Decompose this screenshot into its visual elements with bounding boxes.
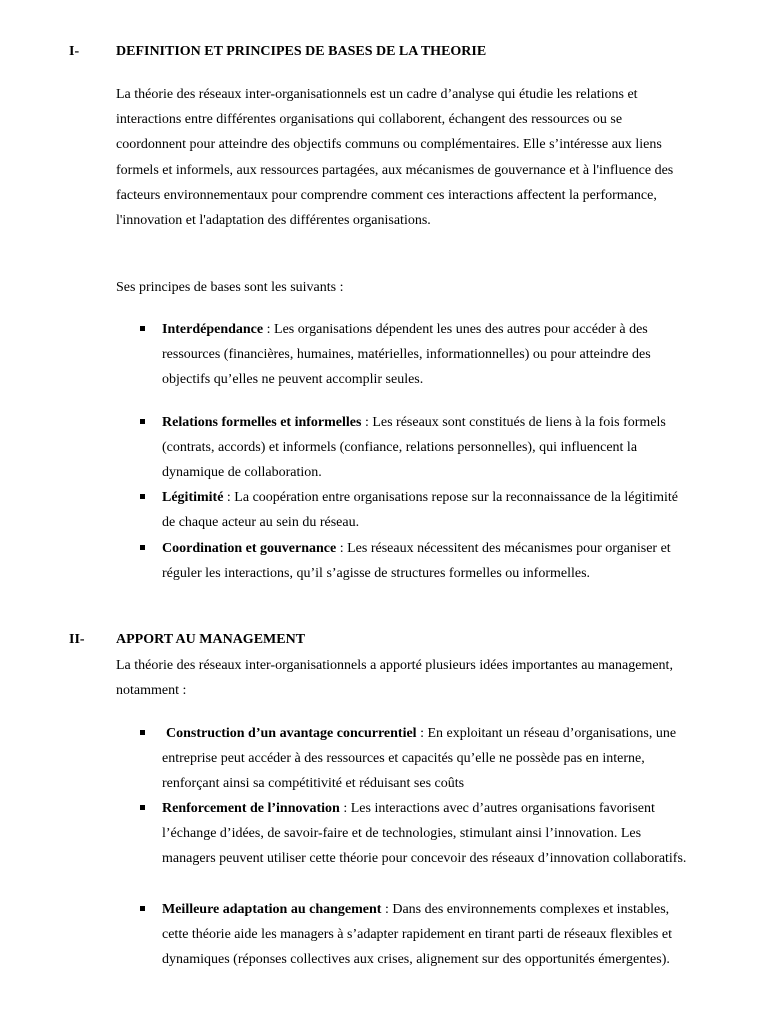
principle-text: : Les réseaux sont constitués de liens à la fois formels (contrats, accords) et informels (confiance, relations personnelles), qui influencent la dynamique de collaboration. [162, 415, 666, 481]
contribution-text: : Dans des environnements complexes et instables, cette théorie aide les managers à s’adapter rapidement en tirant parti de réseaux flexibles et dynamiques (réponses collectives aux crises, alignement sur des opportunités émergentes). [162, 902, 672, 968]
principle-text: : Les réseaux nécessitent des mécanismes pour organiser et réguler les interactions, qu’il s’agisse de structures formelles ou informelles. [162, 541, 671, 582]
section-1-title: DEFINITION ET PRINCIPES DE BASES DE LA THEORIE [116, 44, 487, 59]
bullet-square-icon [140, 906, 145, 911]
principle-text: : La coopération entre organisations repose sur la reconnaissance de la légitimité de chaque acteur au sein du réseau. [162, 490, 678, 531]
section-2-title: APPORT AU MANAGEMENT [116, 632, 306, 647]
bullet-square-icon [140, 326, 145, 331]
bullet-square-icon [140, 494, 145, 499]
section-1-intro: La théorie des réseaux inter-organisationnels est un cadre d’analyse qui étudie les relations et interactions entre différentes organisations qui collaborent, échangent des ressources ou se coordonnent pour atteindre des objectifs communs ou complémentaires. Elle s’intéresse aux liens formels et informels, aux ressources partagées, aux mécanismes de gouvernance et à l'influence des facteurs environnementaux pour comprendre comment ces interactions affectent la performance, l'innovation et l'adaptation des différentes organisations. [116, 87, 674, 229]
contribution-avantage [162, 721, 687, 797]
principle-legitimite [162, 485, 687, 535]
principle-interdependance [162, 317, 687, 393]
bullet-square-icon [140, 419, 145, 424]
contribution-text: : En exploitant un réseau d’organisations, une entreprise peut accéder à des ressources et capacités qu’elle ne possède pas en interne, renforçant ainsi sa compétitivité et réduisant ses coûts [162, 726, 677, 792]
contribution-text: : Les interactions avec d’autres organisations favorisent l’échange d’idées, de savoir-faire et de technologies, stimulant ainsi l’innovation. Les managers peuvent utiliser cette théorie pour concevoir des réseaux d’innovation collaboratifs. [162, 801, 687, 867]
principle-lead: Légitimité [162, 490, 224, 505]
principle-text: : Les organisations dépendent les unes des autres pour accéder à des ressources (financières, humaines, matérielles, informationnelles) ou pour atteindre des objectifs qu’elles ne peuvent accomplir seules. [162, 322, 651, 388]
section-1-number: I- [69, 44, 80, 59]
contribution-lead: Construction d’un avantage concurrentiel [166, 726, 417, 741]
bullet-square-icon [140, 730, 145, 735]
principle-lead: Relations formelles et informelles [162, 415, 362, 430]
principles-intro: Ses principes de bases sont les suivants : [116, 280, 344, 295]
principle-lead: Interdépendance [162, 322, 264, 337]
section-2-number: II- [69, 632, 85, 647]
bullet-square-icon [140, 545, 145, 550]
contribution-lead: Renforcement de l’innovation [162, 801, 340, 816]
principle-lead: Coordination et gouvernance [162, 541, 337, 556]
principle-coordination [162, 536, 687, 586]
section-2-intro: La théorie des réseaux inter-organisationnels a apporté plusieurs idées importantes au management, notamment : [116, 658, 673, 699]
bullet-square-icon [140, 805, 145, 810]
contribution-adaptation [162, 897, 687, 973]
contribution-lead: Meilleure adaptation au changement [162, 902, 382, 917]
principle-relations [162, 410, 687, 486]
contribution-innovation [162, 796, 687, 872]
